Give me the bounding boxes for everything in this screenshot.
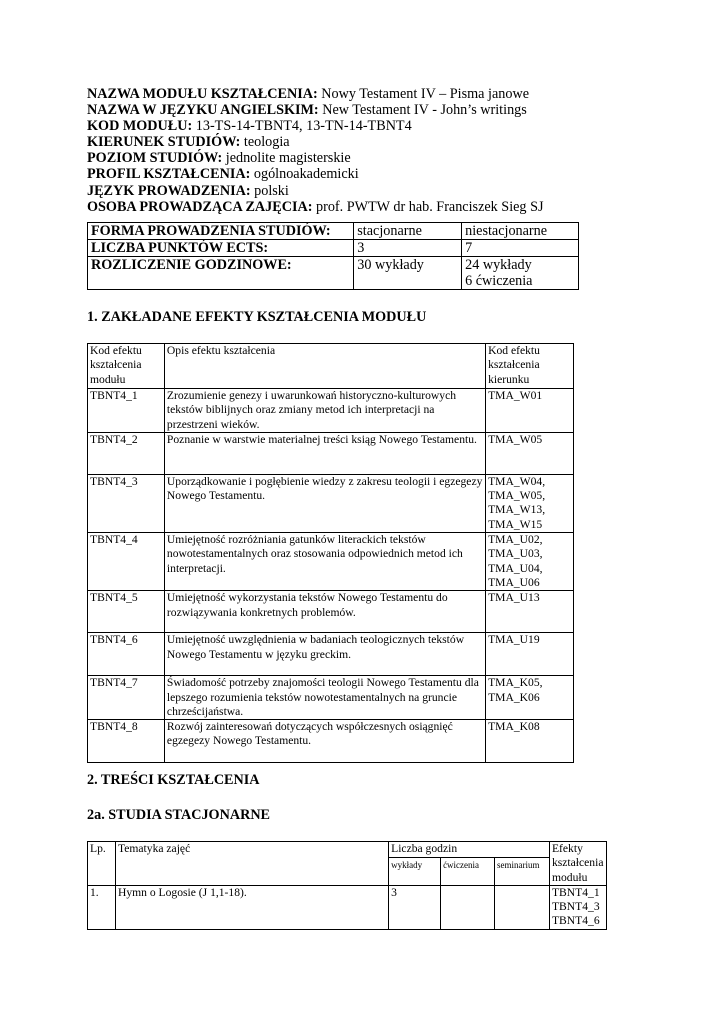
ects-fulltime: 3 (354, 240, 462, 257)
meta-line-language: JĘZYK PROWADZENIA: polski (87, 182, 289, 199)
header-topic: Tematyka zajęć (115, 842, 388, 886)
header-hours: Liczba godzin (389, 842, 550, 858)
table-row (88, 885, 607, 929)
meta-line-field: KIERUNEK STUDIÓW: teologia (87, 134, 290, 151)
outcome-code: TBNT4_4 (88, 533, 165, 591)
meta-line-module-code: KOD MODUŁU: 13-TS-14-TBNT4, 13-TN-14-TBNT4 (87, 118, 412, 135)
outcome-description: Świadomość potrzeby znajomości teologii Nowego Testamentu dla lepszego rozumienia tekstów nowotestamentalnych na gruncie chrześcijaństwa. (164, 676, 485, 720)
ects-label: LICZBA PUNKTÓW ECTS: (88, 240, 354, 257)
outcome-field-code: TMA_K08 (486, 720, 574, 763)
table-header-row (88, 344, 574, 389)
meta-line-module-name: NAZWA MODUŁU KSZTAŁCENIA: Nowy Testament IV – Pisma janowe (87, 86, 529, 102)
course-content-table (87, 841, 607, 930)
outcome-code: TBNT4_1 (88, 389, 165, 433)
content-lectures: 3 (389, 885, 441, 929)
outcome-code: TBNT4_3 (88, 474, 165, 532)
study-form-fulltime: stacjonarne (354, 223, 462, 240)
outcome-code: TBNT4_7 (88, 676, 165, 720)
outcome-description: Umiejętność wykorzystania tekstów Nowego Testamentu do rozwiązywania konkretnych problemów. (164, 591, 485, 633)
content-exercises (441, 885, 495, 929)
hours-parttime: 24 wykłady 6 ćwiczenia (462, 257, 579, 290)
outcome-code: TBNT4_8 (88, 720, 165, 763)
outcome-code: TBNT4_6 (88, 633, 165, 676)
table-row (88, 591, 574, 633)
header-lp: Lp. (88, 842, 116, 886)
table-row (88, 240, 579, 257)
table-row (88, 533, 574, 591)
meta-line-lecturer: OSOBA PROWADZĄCA ZAJĘCIA: prof. PWTW dr hab. Franciszek Sieg SJ (87, 198, 544, 215)
table-row (88, 223, 579, 240)
learning-outcomes-table (87, 343, 574, 763)
header-description: Opis efektu kształcenia (164, 344, 485, 389)
table-row (88, 676, 574, 720)
outcome-field-code: TMA_W01 (486, 389, 574, 433)
table-row (88, 432, 574, 474)
outcome-field-code: TMA_K05, TMA_K06 (486, 676, 574, 720)
meta-line-level: POZIOM STUDIÓW: jednolite magisterskie (87, 150, 351, 167)
table-row (88, 633, 574, 676)
outcome-description: Rozwój zainteresowań dotyczących współczesnych osiągnięć egzegezy Nowego Testamentu. (164, 720, 485, 763)
outcome-description: Umiejętność uwzględnienia w badaniach teologicznych tekstów Nowego Testamentu w języku greckim. (164, 633, 485, 676)
header-effects: Efekty kształcenia modułu (549, 842, 606, 886)
study-form-parttime: niestacjonarne (462, 223, 579, 240)
module-metadata (87, 86, 687, 215)
section-1-heading: 1. ZAKŁADANE EFEKTY KSZTAŁCENIA MODUŁU (87, 309, 427, 325)
table-row (88, 389, 574, 433)
outcome-field-code: TMA_W04, TMA_W05, TMA_W13, TMA_W15 (486, 474, 574, 532)
section-2a-heading: 2a. STUDIA STACJONARNE (87, 807, 271, 823)
outcome-code: TBNT4_5 (88, 591, 165, 633)
outcome-description: Umiejętność rozróżniania gatunków literackich tekstów nowotestamentalnych oraz stosowania odpowiednich metod ich interpretacji. (164, 533, 485, 591)
outcome-description: Uporządkowanie i pogłębienie wiedzy z zakresu teologii i egzegezy Nowego Testamentu. (164, 474, 485, 532)
header-exercises: ćwiczenia (441, 857, 495, 885)
header-module-code: Kod efektu kształcenia modułu (88, 344, 165, 389)
outcome-field-code: TMA_U02, TMA_U03, TMA_U04, TMA_U06 (486, 533, 574, 591)
table-row (88, 257, 579, 290)
outcome-description: Poznanie w warstwie materialnej treści ksiąg Nowego Testamentu. (164, 432, 485, 474)
hours-label: ROZLICZENIE GODZINOWE: (88, 257, 354, 290)
ects-parttime: 7 (462, 240, 579, 257)
header-lectures: wykłady (389, 857, 441, 885)
meta-line-english-name: NAZWA W JĘZYKU ANGIELSKIM: New Testament IV - John’s writings (87, 102, 527, 119)
content-lp: 1. (88, 885, 116, 929)
table-row (88, 720, 574, 763)
study-form-label: FORMA PROWADZENIA STUDIÓW: (88, 223, 354, 240)
content-seminar (495, 885, 550, 929)
table-header-row (88, 842, 607, 858)
hours-fulltime: 30 wykłady (354, 257, 462, 290)
outcome-field-code: TMA_W05 (486, 432, 574, 474)
outcome-field-code: TMA_U19 (486, 633, 574, 676)
outcome-description: Zrozumienie genezy i uwarunkowań historyczno-kulturowych tekstów biblijnych oraz zmiany metod ich interpretacji na przestrzeni wieków. (164, 389, 485, 433)
header-seminar: seminarium (495, 857, 550, 885)
meta-line-profile: PROFIL KSZTAŁCENIA: ogólnoakademicki (87, 166, 359, 183)
outcome-code: TBNT4_2 (88, 432, 165, 474)
content-topic: Hymn o Logosie (J 1,1-18). (115, 885, 388, 929)
content-effects: TBNT4_1 TBNT4_3 TBNT4_6 (549, 885, 606, 929)
study-info-table (87, 222, 579, 290)
table-row (88, 474, 574, 532)
header-field-code: Kod efektu kształcenia kierunku (486, 344, 574, 389)
section-2-heading: 2. TREŚCI KSZTAŁCENIA (87, 772, 260, 788)
outcome-field-code: TMA_U13 (486, 591, 574, 633)
